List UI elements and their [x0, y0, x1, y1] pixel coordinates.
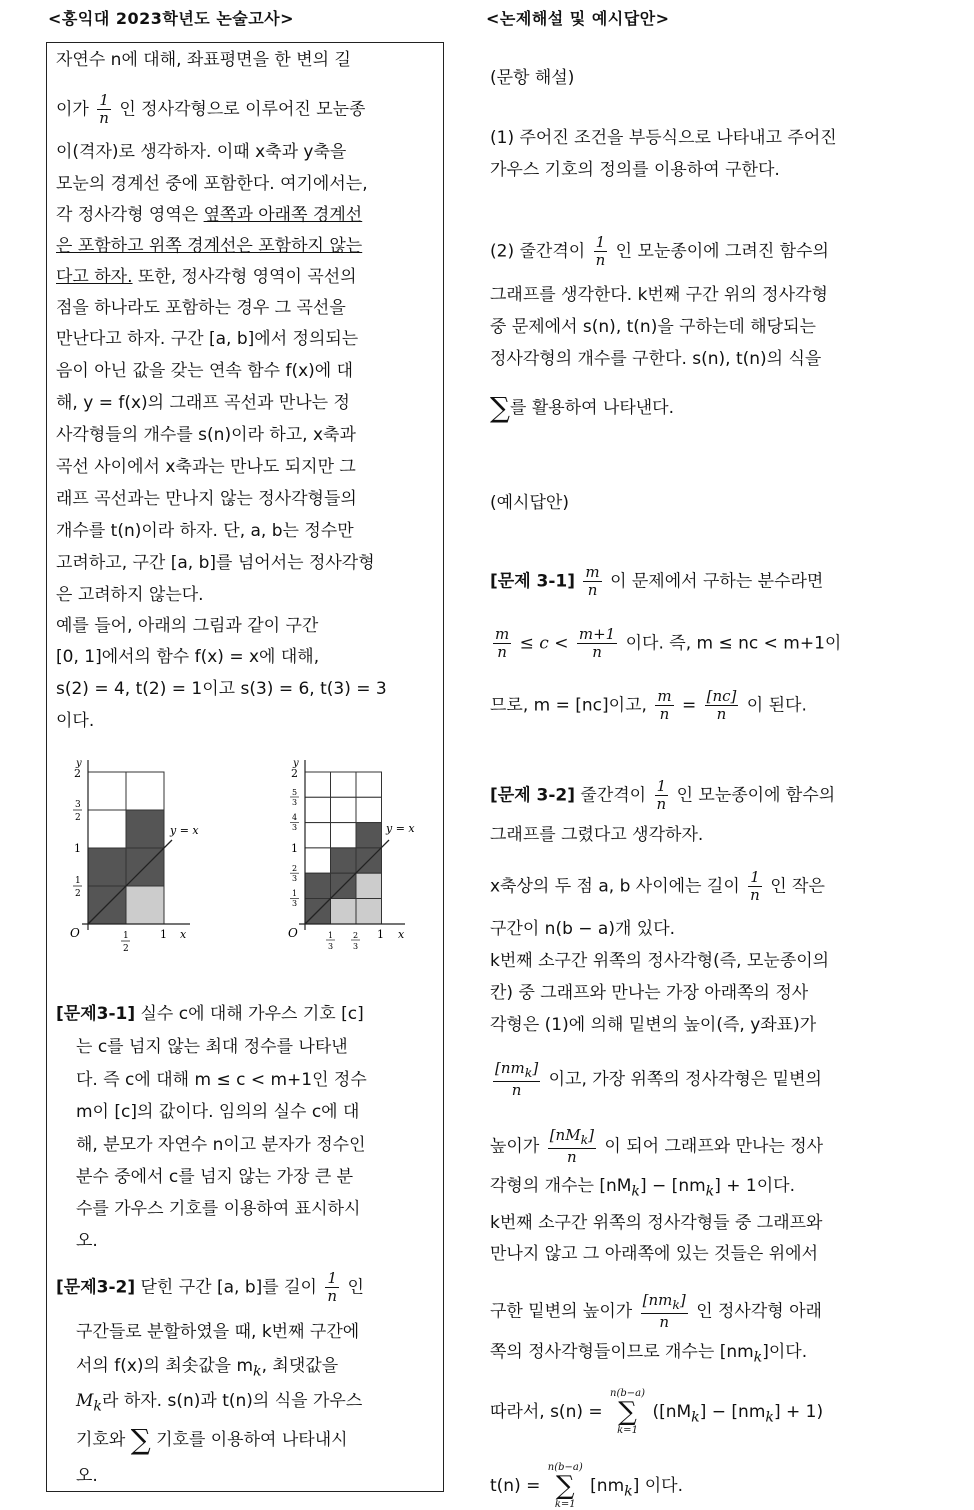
- question-3-1-line: 해, 분모가 자연수 n이고 분자가 정수인: [76, 1135, 366, 1155]
- tick-y: 2: [75, 889, 81, 899]
- tick-y: 2: [75, 813, 81, 823]
- problem-line: 예를 들어, 아래의 그림과 같이 구간: [56, 616, 319, 636]
- tick-y: 1: [292, 889, 298, 898]
- header-left: <홍익대 2023학년도 논술고사>: [48, 9, 295, 28]
- line-label: y = x: [386, 822, 415, 835]
- problem-line: 사각형들의 개수를 s(n)이라 하고, x축과: [56, 425, 356, 445]
- problem-line: 만난다고 하자. 구간 [a, b]에서 정의되는: [56, 329, 359, 349]
- question-3-1-line: 오.: [76, 1231, 98, 1251]
- explanation-line: (1) 주어진 조건을 부등식으로 나타내고 주어진: [490, 128, 837, 148]
- problem-line: 곡선 사이에서 x축과는 만나도 되지만 그: [56, 457, 356, 477]
- line-label: y = x: [170, 824, 199, 837]
- tick-x: 1: [123, 931, 129, 941]
- grid-squares: [305, 772, 382, 924]
- tick-x: 1: [160, 928, 167, 941]
- explanation-line: 정사각형의 개수를 구한다. s(n), t(n)의 식을: [490, 349, 822, 369]
- problem-line: 자연수 n에 대해, 좌표평면을 한 변의 길: [56, 50, 351, 70]
- tick-y: 4: [292, 813, 298, 822]
- question-3-1-line: m이 [c]의 값이다. 임의의 실수 c에 대: [76, 1102, 360, 1122]
- answer-line: $\frac{m}{n}$ ≤ c < $\frac{m+1}{n}$ 이다. 즉, m ≤ nc < m+1이: [495, 625, 842, 661]
- fraction-nmk-over-n: $\frac{[nm_k]}{n}$: [495, 1059, 539, 1099]
- tick-y: 2: [291, 767, 298, 780]
- axis-x-label: x: [180, 928, 187, 941]
- axis-y-label: y: [76, 758, 82, 769]
- tick-y: 2: [74, 767, 81, 780]
- fraction-nMk-over-n: $\frac{[nM_k]}{n}$: [549, 1126, 594, 1166]
- fraction-1-over-n: $\frac{1}{n}$: [750, 868, 760, 904]
- origin-label: O: [70, 926, 80, 940]
- problem-line: [0, 1]에서의 함수 f(x) = x에 대해,: [56, 647, 320, 667]
- question-3-2-line: 오.: [76, 1466, 98, 1486]
- answer-line: 구한 밑변의 높이가 $\frac{[nm_k]}{n}$ 인 정사각형 아래: [490, 1291, 822, 1331]
- problem-line: 래프 곡선과는 만나지 않는 정사각형들의: [56, 489, 357, 509]
- fraction-nmk-over-n: $\frac{[nm_k]}{n}$: [642, 1291, 686, 1331]
- fraction-1-over-n: $\frac{1}{n}$: [595, 233, 606, 269]
- answer-line-s-formula: 따라서, s(n) = n(b−a) ∑ k=1 $([nM_k] - [nm_k] + 1)$: [490, 1388, 824, 1436]
- question-3-2-line: [문제3-2] 닫힌 구간 [a, b]를 길이 $\frac{1}{n}$ 인: [56, 1269, 364, 1305]
- explanation-line: 가우스 기호의 정의를 이용하여 구한다.: [490, 160, 780, 180]
- fraction-1-over-n: $\frac{1}{n}$: [656, 777, 667, 813]
- answer-line: [문제 3-2] 줄간격이 $\frac{1}{n}$ 인 모눈종이에 함수의: [490, 777, 836, 813]
- tick-y: 3: [292, 899, 298, 908]
- origin-label: O: [288, 926, 298, 940]
- tick-x: 2: [353, 931, 359, 940]
- figure-grid-n2: [60, 752, 210, 962]
- axis-x-label: x: [398, 928, 405, 941]
- answer-line: 각형의 개수는 $[nM_k] - [nm_k] + 1$이다.: [490, 1176, 795, 1200]
- tick-y: 1: [74, 842, 81, 855]
- section-heading: (문항 해설): [490, 68, 575, 88]
- explanation-line: (2) 줄간격이 $\frac{1}{n}$ 인 모눈종이에 그려진 함수의: [490, 233, 829, 269]
- question-3-2-line: $M_k$라 하자. s(n)과 t(n)의 식을 가우스: [76, 1391, 363, 1415]
- answer-line: x축상의 두 점 a, b 사이에는 길이 $\frac{1}{n}$ 인 작은: [490, 868, 825, 904]
- question-3-1-line: 수를 가우스 기호를 이용하여 표시하시: [76, 1199, 361, 1219]
- tick-y: 3: [292, 798, 298, 807]
- tick-x: 2: [123, 944, 129, 954]
- fraction-nc-over-n: $\frac{[nc]}{n}$: [706, 687, 737, 723]
- answer-line: k번째 소구간 위쪽의 정사각형들 중 그래프와: [490, 1213, 823, 1233]
- fraction-1-over-n: $\frac{1}{n}$: [327, 1269, 338, 1305]
- answer-line-t-formula: t(n) = n(b−a) ∑ k=1 $[nm_k]$ 이다.: [490, 1462, 684, 1510]
- tick-x: 1: [377, 928, 384, 941]
- explanation-line: 그래프를 생각한다. k번째 구간 위의 정사각형: [490, 285, 828, 305]
- answer-line: 그래프를 그렸다고 생각하자.: [490, 825, 704, 845]
- problem-line: 이가 $\frac{1}{n}$ 인 정사각형으로 이루어진 모눈종: [56, 91, 366, 127]
- fraction-m-plus-1-over-n: $\frac{m+1}{n}$: [578, 625, 616, 661]
- tick-y: 5: [292, 788, 298, 797]
- tick-x: 3: [328, 942, 334, 951]
- answer-line: [문제 3-1] $\frac{m}{n}$ 이 문제에서 구하는 분수라면: [490, 563, 824, 599]
- problem-line: 다고 하자. 또한, 정사각형 영역이 곡선의: [56, 267, 357, 287]
- answer-line: 높이가 $\frac{[nM_k]}{n}$ 이 되어 그래프와 만나는 정사: [490, 1126, 824, 1166]
- problem-line: 은 고려하지 않는다.: [56, 585, 204, 605]
- tick-y: 2: [292, 864, 298, 873]
- problem-line: 고려하고, 구간 [a, b]를 넘어서는 정사각형: [56, 553, 375, 573]
- sigma-symbol: ∑: [130, 1423, 151, 1456]
- answer-line: 만나지 않고 그 아래쪽에 있는 것들은 위에서: [490, 1244, 819, 1264]
- summation: n(b−a) ∑ k=1: [610, 1388, 646, 1436]
- answer-line: k번째 소구간 위쪽의 정사각형(즉, 모눈종이의: [490, 951, 830, 971]
- problem-line: 각 정사각형 영역은 옆쪽과 아래쪽 경계선: [56, 205, 363, 225]
- tick-y: 1: [75, 876, 81, 886]
- answer-line: 각형은 (1)에 의해 밑변의 높이(즉, y좌표)가: [490, 1015, 817, 1035]
- problem-line: 해, y = f(x)의 그래프 곡선과 만나는 정: [56, 393, 350, 413]
- answer-line: 쪽의 정사각형들이므로 개수는 $[nm_k]$이다.: [490, 1342, 808, 1366]
- problem-line: 모눈의 경계선 중에 포함한다. 여기에서는,: [56, 174, 368, 194]
- tick-y: 1: [291, 842, 298, 855]
- explanation-line: ∑를 활용하여 나타낸다.: [490, 391, 675, 424]
- problem-line: 점을 하나라도 포함하는 경우 그 곡선을: [56, 298, 346, 318]
- figure-grid-n3: [280, 752, 430, 962]
- header-right: <논제해설 및 예시답안>: [486, 9, 670, 28]
- answer-line: 구간이 n(b − a)개 있다.: [490, 919, 676, 939]
- axis-y-label: y: [293, 758, 299, 769]
- grid-squares: [88, 772, 164, 924]
- question-3-2-line: 구간들로 분할하였을 때, k번째 구간에: [76, 1322, 360, 1342]
- explanation-line: 중 문제에서 s(n), t(n)을 구하는데 해당되는: [490, 317, 816, 337]
- fraction-1-over-n: $\frac{1}{n}$: [99, 91, 109, 127]
- question-3-2-line: 서의 f(x)의 최솟값을 $m_k$, 최댓값을: [76, 1356, 339, 1380]
- fraction-m-over-n: $\frac{m}{n}$: [495, 625, 510, 661]
- question-3-2-line: 기호와 ∑ 기호를 이용하여 나타내시: [76, 1423, 348, 1456]
- question-3-1-line: 분수 중에서 c를 넘지 않는 가장 큰 분: [76, 1167, 354, 1187]
- problem-line: 이다.: [56, 711, 95, 731]
- problem-line: 음이 아닌 값을 갖는 연속 함수 f(x)에 대: [56, 361, 354, 381]
- question-3-1-line: 는 c를 넘지 않는 최대 정수를 나타낸: [76, 1037, 348, 1057]
- summation: n(b−a) ∑ k=1: [547, 1462, 583, 1510]
- tick-y: 3: [292, 874, 298, 883]
- tick-y: 3: [292, 823, 298, 832]
- tick-y: 3: [75, 800, 81, 810]
- answer-line: 칸) 중 그래프와 만나는 가장 아래쪽의 정사: [490, 983, 809, 1003]
- answer-line: $\frac{[nm_k]}{n}$ 이고, 가장 위쪽의 정사각형은 밑변의: [495, 1059, 822, 1099]
- problem-line: s(2) = 4, t(2) = 1이고 s(3) = 6, t(3) = 3: [56, 679, 387, 699]
- question-3-1-line: [문제3-1] 실수 c에 대해 가우스 기호 [c]: [56, 1004, 364, 1024]
- tick-x: 1: [328, 931, 334, 940]
- problem-line: 은 포함하고 위쪽 경계선은 포함하지 않는: [56, 236, 363, 256]
- fraction-m-over-n: $\frac{m}{n}$: [657, 687, 672, 723]
- sigma-symbol: ∑: [490, 391, 510, 424]
- problem-line: 개수를 t(n)이라 하자. 단, a, b는 정수만: [56, 521, 354, 541]
- section-heading: (예시답안): [490, 493, 569, 513]
- tick-x: 3: [353, 942, 359, 951]
- answer-line: 므로, m = [nc]이고, $\frac{m}{n}$ = $\frac{[nc]}{n}$ 이 된다.: [490, 687, 807, 723]
- question-3-1-line: 다. 즉 c에 대해 m ≤ c < m+1인 정수: [76, 1070, 367, 1090]
- fraction-m-over-n: $\frac{m}{n}$: [585, 563, 600, 599]
- problem-line: 이(격자)로 생각하자. 이때 x축과 y축을: [56, 142, 347, 162]
